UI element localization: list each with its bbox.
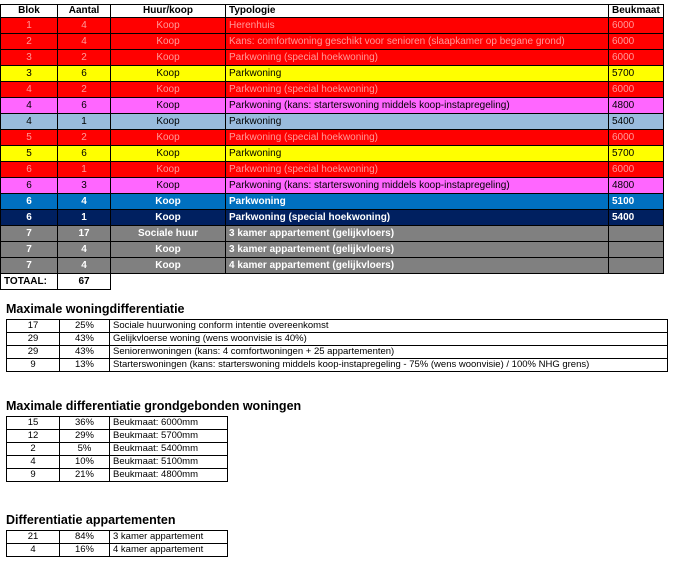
cell-beukmaat: 5400	[609, 114, 664, 130]
cell-blok: 1	[1, 18, 58, 34]
cell-huur-koop: Koop	[111, 178, 226, 194]
cell-huur-koop: Koop	[111, 258, 226, 274]
cell-typologie: Parkwoning	[226, 66, 609, 82]
cell-blok: 6	[1, 194, 58, 210]
table-header-row	[1, 5, 664, 18]
cell-description: Seniorenwoningen (kans: 4 comfortwoningen + 25 appartementen)	[110, 346, 668, 359]
cell-huur-koop: Koop	[111, 114, 226, 130]
cell-typologie: Parkwoning (kans: starterswoning middels koop-instapregeling)	[226, 178, 609, 194]
cell-description: Beukmaat: 6000mm	[110, 417, 228, 430]
cell-huur-koop: Koop	[111, 66, 226, 82]
total-label: TOTAAL:	[1, 274, 58, 290]
header-typologie: Typologie	[226, 5, 609, 18]
list-item	[7, 456, 228, 469]
section-title-grondgebonden: Maximale differentiatie grondgebonden woningen	[6, 399, 302, 413]
cell-aantal: 4	[58, 258, 111, 274]
cell-description: 4 kamer appartement	[110, 544, 228, 557]
list-item	[7, 469, 228, 482]
table-row	[1, 178, 664, 194]
cell-beukmaat: 6000	[609, 34, 664, 50]
cell-count: 2	[7, 443, 60, 456]
table-row	[1, 114, 664, 130]
cell-percentage: 25%	[60, 320, 110, 333]
cell-aantal: 4	[58, 242, 111, 258]
cell-typologie: 3 kamer appartement (gelijkvloers)	[226, 242, 609, 258]
list-item	[7, 430, 228, 443]
table-row	[1, 18, 664, 34]
cell-aantal: 2	[58, 50, 111, 66]
list-item	[7, 320, 668, 333]
cell-description: Beukmaat: 4800mm	[110, 469, 228, 482]
cell-typologie: Parkwoning (special hoekwoning)	[226, 162, 609, 178]
cell-aantal: 4	[58, 34, 111, 50]
table-row	[1, 98, 664, 114]
cell-aantal: 17	[58, 226, 111, 242]
table-row	[1, 82, 664, 98]
cell-blok: 4	[1, 114, 58, 130]
cell-beukmaat	[609, 258, 664, 274]
cell-typologie: Kans: comfortwoning geschikt voor senioren (slaapkamer op begane grond)	[226, 34, 609, 50]
cell-beukmaat: 6000	[609, 130, 664, 146]
cell-percentage: 10%	[60, 456, 110, 469]
total-row	[1, 274, 664, 290]
cell-beukmaat: 6000	[609, 18, 664, 34]
cell-beukmaat: 5700	[609, 66, 664, 82]
list-item	[7, 443, 228, 456]
cell-huur-koop: Koop	[111, 98, 226, 114]
cell-percentage: 13%	[60, 359, 110, 372]
cell-count: 9	[7, 469, 60, 482]
list-item	[7, 359, 668, 372]
cell-typologie: Parkwoning (special hoekwoning)	[226, 130, 609, 146]
cell-aantal: 1	[58, 114, 111, 130]
cell-huur-koop: Koop	[111, 82, 226, 98]
cell-count: 17	[7, 320, 60, 333]
cell-blok: 3	[1, 50, 58, 66]
cell-count: 21	[7, 531, 60, 544]
cell-description: Beukmaat: 5400mm	[110, 443, 228, 456]
cell-beukmaat: 5100	[609, 194, 664, 210]
cell-blok: 4	[1, 98, 58, 114]
cell-typologie: Parkwoning (kans: starterswoning middels koop-instapregeling)	[226, 98, 609, 114]
list-item	[7, 333, 668, 346]
cell-aantal: 2	[58, 130, 111, 146]
cell-typologie: Parkwoning (special hoekwoning)	[226, 210, 609, 226]
cell-aantal: 2	[58, 82, 111, 98]
cell-percentage: 16%	[60, 544, 110, 557]
table-row	[1, 258, 664, 274]
header-blok: Blok	[1, 5, 58, 18]
cell-description: 3 kamer appartement	[110, 531, 228, 544]
cell-blok: 7	[1, 242, 58, 258]
cell-percentage: 21%	[60, 469, 110, 482]
cell-beukmaat	[609, 242, 664, 258]
table-row	[1, 34, 664, 50]
housing-table	[0, 4, 664, 290]
cell-typologie: Herenhuis	[226, 18, 609, 34]
header-beukmaat: Beukmaat	[609, 5, 664, 18]
cell-beukmaat: 4800	[609, 178, 664, 194]
cell-aantal: 4	[58, 18, 111, 34]
cell-count: 4	[7, 544, 60, 557]
cell-description: Sociale huurwoning conform intentie overeenkomst	[110, 320, 668, 333]
cell-percentage: 36%	[60, 417, 110, 430]
header-aantal: Aantal	[58, 5, 111, 18]
cell-typologie: 4 kamer appartement (gelijkvloers)	[226, 258, 609, 274]
cell-aantal: 6	[58, 98, 111, 114]
cell-blok: 6	[1, 178, 58, 194]
cell-count: 29	[7, 346, 60, 359]
cell-percentage: 43%	[60, 346, 110, 359]
cell-blok: 5	[1, 130, 58, 146]
cell-beukmaat: 5400	[609, 210, 664, 226]
cell-huur-koop: Koop	[111, 18, 226, 34]
cell-beukmaat: 6000	[609, 50, 664, 66]
cell-typologie: 3 kamer appartement (gelijkvloers)	[226, 226, 609, 242]
woningdifferentiatie-table	[6, 319, 668, 372]
cell-percentage: 43%	[60, 333, 110, 346]
cell-typologie: Parkwoning	[226, 194, 609, 210]
table-row	[1, 50, 664, 66]
cell-aantal: 1	[58, 162, 111, 178]
cell-beukmaat: 6000	[609, 162, 664, 178]
cell-blok: 7	[1, 258, 58, 274]
cell-typologie: Parkwoning	[226, 114, 609, 130]
cell-blok: 2	[1, 34, 58, 50]
cell-description: Gelijkvloerse woning (wens woonvisie is 40%)	[110, 333, 668, 346]
table-row	[1, 162, 664, 178]
cell-huur-koop: Koop	[111, 50, 226, 66]
cell-huur-koop: Koop	[111, 210, 226, 226]
cell-percentage: 5%	[60, 443, 110, 456]
cell-aantal: 6	[58, 66, 111, 82]
cell-huur-koop: Sociale huur	[111, 226, 226, 242]
appartementen-table	[6, 530, 228, 557]
cell-huur-koop: Koop	[111, 146, 226, 162]
section-title-woningdifferentiatie: Maximale woningdifferentiatie	[6, 302, 185, 316]
cell-count: 15	[7, 417, 60, 430]
cell-typologie: Parkwoning (special hoekwoning)	[226, 82, 609, 98]
table-row	[1, 226, 664, 242]
cell-huur-koop: Koop	[111, 130, 226, 146]
list-item	[7, 346, 668, 359]
cell-aantal: 4	[58, 194, 111, 210]
cell-beukmaat: 5700	[609, 146, 664, 162]
cell-count: 4	[7, 456, 60, 469]
cell-percentage: 84%	[60, 531, 110, 544]
cell-beukmaat: 4800	[609, 98, 664, 114]
cell-typologie: Parkwoning (special hoekwoning)	[226, 50, 609, 66]
cell-description: Starterswoningen (kans: starterswoning middels koop-instapregeling - 75% (wens woonvisie) / 100% NHG grens)	[110, 359, 668, 372]
cell-aantal: 3	[58, 178, 111, 194]
cell-beukmaat	[609, 226, 664, 242]
table-row	[1, 194, 664, 210]
cell-beukmaat: 6000	[609, 82, 664, 98]
total-value: 67	[58, 274, 111, 290]
list-item	[7, 531, 228, 544]
cell-blok: 5	[1, 146, 58, 162]
cell-blok: 4	[1, 82, 58, 98]
cell-count: 12	[7, 430, 60, 443]
list-item	[7, 417, 228, 430]
table-row	[1, 210, 664, 226]
cell-typologie: Parkwoning	[226, 146, 609, 162]
table-row	[1, 242, 664, 258]
section-title-appartementen: Differentiatie appartementen	[6, 513, 176, 527]
cell-description: Beukmaat: 5700mm	[110, 430, 228, 443]
header-huur-koop: Huur/koop	[111, 5, 226, 18]
cell-huur-koop: Koop	[111, 194, 226, 210]
cell-description: Beukmaat: 5100mm	[110, 456, 228, 469]
cell-blok: 7	[1, 226, 58, 242]
grondgebonden-table	[6, 416, 228, 482]
list-item	[7, 544, 228, 557]
cell-blok: 6	[1, 210, 58, 226]
cell-percentage: 29%	[60, 430, 110, 443]
cell-blok: 3	[1, 66, 58, 82]
cell-blok: 6	[1, 162, 58, 178]
cell-aantal: 6	[58, 146, 111, 162]
cell-huur-koop: Koop	[111, 162, 226, 178]
table-row	[1, 130, 664, 146]
table-row	[1, 66, 664, 82]
cell-huur-koop: Koop	[111, 34, 226, 50]
table-row	[1, 146, 664, 162]
cell-huur-koop: Koop	[111, 242, 226, 258]
cell-aantal: 1	[58, 210, 111, 226]
cell-count: 9	[7, 359, 60, 372]
cell-count: 29	[7, 333, 60, 346]
